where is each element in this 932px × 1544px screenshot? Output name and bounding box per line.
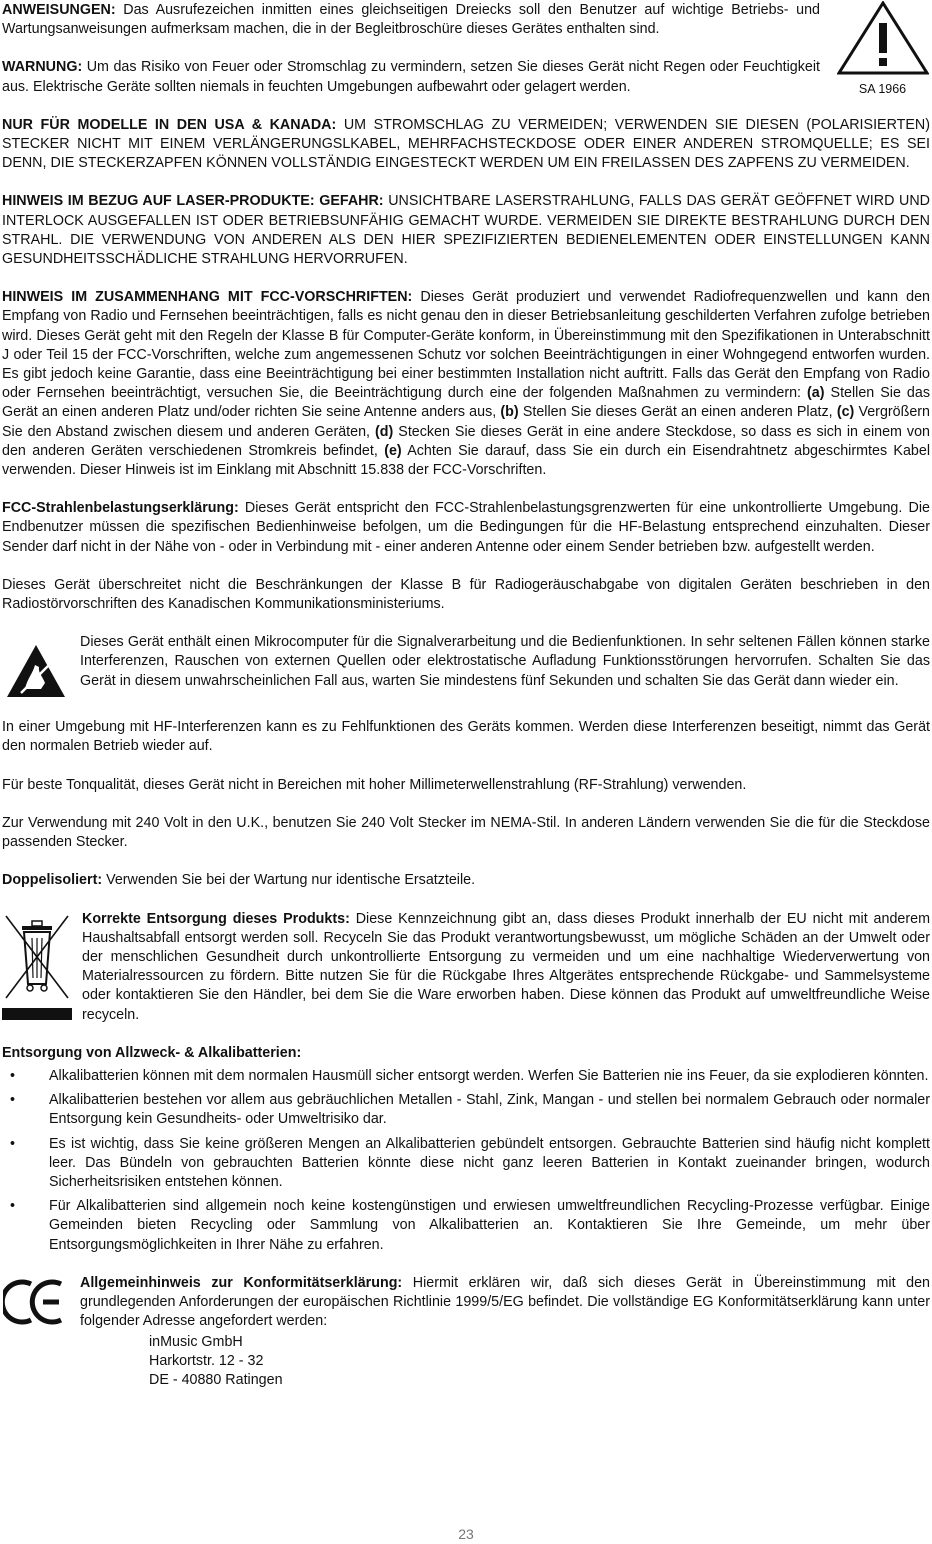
esd-text: Dieses Gerät enthält einen Mikrocomputer für die Signalverarbeitung und die Bedienfunktionen. In sehr seltenen Fällen können starke Interferenzen, Rauschen von externen Quellen oder elektrostatische Aufladung Funktionsstörungen hervorrufen. Schalten Sie das Gerät in diesem unwahrscheinlichen Fall aus, warten Sie mindestens fünf Sekunden und schalten Sie das Gerät dann wieder ein. [80, 634, 930, 689]
list-item [2, 1135, 930, 1193]
fcc-d-text: Stecken Sie dieses Gerät in eine andere Steckdose, so dass es sich in einem von den anderen Geräten verschiedenen Stromkreis befindet, [2, 423, 930, 459]
fcc-strahlen-paragraph [2, 499, 930, 557]
bullet-icon: • [10, 1135, 16, 1152]
page-number: 23 [458, 1526, 474, 1542]
ce-icon-box [2, 1274, 70, 1332]
list-item [2, 1067, 930, 1086]
entsorgung-title: Korrekte Entsorgung dieses Produkts: [82, 910, 350, 927]
address-block [149, 1333, 930, 1390]
address-line: DE - 40880 Ratingen [149, 1372, 283, 1389]
fcc-c-label: (c) [836, 404, 855, 421]
fcc-strahlen-title: FCC-Strahlenbelastungserklärung: [2, 500, 239, 517]
fcc-a-label: (a) [807, 385, 825, 402]
doppel-text: Verwenden Sie bei der Wartung nur identische Ersatzteile. [106, 872, 476, 889]
usa-kanada-title: NUR FÜR MODELLE IN DEN USA & KANADA: [2, 116, 337, 133]
doppel-paragraph [2, 871, 930, 890]
warnung-text: Um das Risiko von Feuer oder Stromschlag zu vermindern, setzen Sie dieses Gerät nicht Regen oder Feuchtigkeit aus. Elektrische Geräte sollten niemals in feuchten Umgebungen aufbewahrt oder gelagert werden. [2, 59, 820, 95]
konformitaet-title: Allgemeinhinweis zur Konformitätserklärung: [80, 1274, 403, 1291]
klasse-b-paragraph: Dieses Gerät überschreitet nicht die Beschränkungen der Klasse B für Radiogeräuschabgabe von digitalen Geräten beschrieben in den Radiostörvorschriften des Kanadischen Kommunikationsministeriums. [2, 576, 930, 613]
fcc-e-label: (e) [384, 442, 402, 459]
fcc-text: Dieses Gerät produziert und verwendet Radiofrequenzwellen und kann den Empfang von Radio und Fernsehen beeinträchtigen, falls es nicht genau den in dieser Betriebsanleitung geschilderten Verfahren zufolge betrieben wird. Dieses Gerät geht mit den Regeln der Klasse B für Computer-Geräte konform, in Übereinstimmung mit den Spezifikationen in Unterabschnitt J oder Teil 15 der FCC-Vorschriften, welche zum angemessenen Schutz vor solchen Beeinträchtigungen in einer Wohngegend entworfen wurden. Es gibt jedoch keine Garantie, dass eine Beeinträchtigung bei einer bestimmten Installation nicht auftritt. Falls das Gerät den Empfang von Radio oder Fernsehen beeinträchtigt, versuchen Sie, die Beeinträchtigung durch eine der folgenden Maßnahmen zu vermindern: [2, 289, 930, 402]
bullet-icon: • [10, 1092, 16, 1109]
warning-section [2, 1, 930, 97]
list-item [2, 1197, 930, 1255]
laser-paragraph [2, 192, 930, 269]
usa-kanada-paragraph [2, 116, 930, 174]
anweisungen-text: Das Ausrufezeichen inmitten eines gleichseitigen Dreiecks soll den Benutzer auf wichtige Betriebs- und Wartungsanweisungen aufmerksam machen, die in der Begleitbroschüre dieses Gerätes enthalten sind. [2, 2, 820, 38]
list-item-text: Es ist wichtig, dass Sie keine größeren Mengen an Alkalibatterien gebündelt entsorgen. Gebrauchte Batterien sind häufig nicht komplett leer. Das Bündeln von gebrauchten Batterien könnte diese nicht ganz leeren Batterien in Kontakt zueinander bringen, wodurch Sicherheitsrisiken entstehen können. [49, 1135, 930, 1190]
volt-paragraph: Zur Verwendung mit 240 Volt in den U.K., benutzen Sie 240 Volt Stecker im NEMA-Stil. In anderen Ländern verwenden Sie die für die Steckdose passenden Stecker. [2, 814, 930, 851]
sa-label: SA 1966 [858, 82, 907, 97]
laser-text: UNSICHTBARE LASERSTRAHLUNG, FALLS DAS GERÄT GEÖFFNET WIRD UND INTERLOCK AUSGEFALLEN IST ODER BETRIEBSUNFÄHIG GEMACHT WURDE. VERMEIDEN SIE DIREKTE BESTRAHLUNG DURCH DEN STRAHL. DIE VERWENDUNG VON ANDEREN ALS DEN HIER SPEZIFIZIERTEN BEDIENELEMENTEN ODER EINSTELLUNGEN KANN GESUNDHEITSSCHÄDLICHE STRAHLUNG HERVORRUFEN. [2, 193, 930, 268]
warning-triangle-icon [837, 1, 929, 77]
crossed-bin-icon [2, 912, 72, 1024]
hf-paragraph: In einer Umgebung mit HF-Interferenzen kann es zu Fehlfunktionen des Geräts kommen. Werden diese Interferenzen beseitigt, nimmt das Gerät den normalen Betrieb wieder auf. [2, 719, 930, 755]
warning-symbol [835, 1, 930, 99]
address-line: Harkortstr. 12 - 32 [149, 1353, 264, 1370]
fcc-paragraph [2, 288, 930, 480]
usa-kanada-text: UM STROMSCHLAG ZU VERMEIDEN; VERWENDEN SIE DIESEN (POLARISIERTEN) STECKER NICHT MIT EINEM VERLÄNGERUNGSLKABEL, MEHRFACHSTECKDOSE ODER EINER ANDEREN STROMQUELLE; ES SEI DENN, DIE STECKERZAPFEN KÖNNEN VOLLSTÄNDIG EINGESTECKT WERDEN UM EIN FREILASSEN DES ZAPFENS ZU VERMEIDEN. [2, 116, 930, 172]
esd-icon-box [2, 633, 70, 699]
batterien-title: Entsorgung von Allzweck- & Alkalibatterien: [2, 1044, 302, 1061]
fcc-b-text: Stellen Sie dieses Gerät an einen anderen Platz, [522, 404, 833, 421]
list-item-text: Alkalibatterien bestehen vor allem aus gebräuchlichen Metallen - Stahl, Zink, Mangan - und stellen bei normalem Gebrauch oder normaler Entsorgung kein Gesundheits- oder Umweltrisiko dar. [49, 1092, 930, 1128]
fcc-a-text: Stellen Sie das Gerät an einen anderen Platz und/oder richten Sie seine Antenne anders aus, [2, 385, 930, 421]
entsorgung-paragraph [82, 910, 930, 1025]
entsorgung-section [2, 910, 930, 1025]
fcc-d-label: (d) [375, 423, 394, 440]
konformitaet-paragraph [80, 1274, 930, 1332]
fcc-strahlen-text: Dieses Gerät entspricht den FCC-Strahlenbelastungsgrenzwerten für eine unkontrollierte Umgebung. Die Endbenutzer müssen die spezifischen Bedienhinweise befolgen, um die Bedingungen für die HF-Belastung entsprechend einzuhalten. Dieser Sender darf nicht in der Nähe von - oder in Verbindung mit - einer anderen Antenne oder einem Sender betrieben bzw. aufgestellt werden. [2, 500, 930, 555]
bullet-icon: • [10, 1067, 16, 1084]
batterien-heading [2, 1044, 930, 1063]
bullet-icon: • [10, 1198, 16, 1215]
laser-title: HINWEIS IM BEZUG AUF LASER-PRODUKTE: GEFAHR: [2, 193, 384, 210]
konformitaet-section [2, 1274, 930, 1332]
entsorgung-text: Diese Kennzeichnung gibt an, dass dieses Produkt innerhalb der EU nicht mit anderem Haushaltsabfall entsorgt werden soll. Recyceln Sie das Produkt verantwortungsbewusst, um mögliche Schäden an der Umwelt oder der menschlichen Gesundheit durch unkontrollierte Entsorgung zu vermeiden und um eine nachhaltige Wiederverwertung von Materialressourcen zu fördern. Bitte nutzen Sie für die Rückgabe Ihres Altgerätes entsprechende Rückgabe- und Sammelsysteme oder kontaktieren Sie den Händler, bei dem Sie die Ware erworben haben. Diese können das Produkt auf umweltfreundliche Weise recyceln. [82, 910, 930, 1023]
anweisungen-title: ANWEISUNGEN: [2, 2, 116, 18]
warnung-paragraph [2, 58, 820, 96]
esd-section [2, 633, 930, 699]
list-item-text: Für Alkalibatterien sind allgemein noch keine kostengünstigen und erwiesen umweltfreundlichen Recycling-Prozesse verfügbar. Einige Gemeinden bieten Recycling oder Sammlung von Alkalibatterien an. Kontaktieren Sie Ihre Gemeinde, um mehr über Entsorgungsmöglichkeiten in Ihrer Nähe zu erfahren. [49, 1198, 930, 1253]
list-item-text: Alkalibatterien können mit dem normalen Hausmüll sicher entsorgt werden. Werfen Sie Batterien nie ins Feuer, da sie explodieren könnten. [49, 1067, 929, 1084]
batterien-list [2, 1067, 930, 1255]
fcc-b-label: (b) [500, 404, 519, 421]
konformitaet-text: Hiermit erklären wir, daß sich dieses Gerät in Übereinstimmung mit den grundlegenden Anforderungen der europäischen Richtlinie 1999/5/EG befindet. Die vollständige EG Konformitätserklärung kann unter folgender Adresse angefordert werden: [80, 1274, 930, 1330]
fcc-c-text: Vergrößern Sie den Abstand zwischen diesem und anderen Geräten, [2, 404, 931, 440]
doppel-title: Doppelisoliert: [2, 872, 103, 889]
tonqualitaet-paragraph: Für beste Tonqualität, dieses Gerät nicht in Bereichen mit hoher Millimeterwellenstrahlung (RF-Strahlung) verwenden. [2, 776, 747, 793]
anweisungen-paragraph [2, 1, 820, 39]
ce-mark-icon [3, 1278, 69, 1326]
bin-icon-box [2, 910, 72, 1025]
esd-warning-icon [5, 643, 67, 699]
fcc-e-text: Achten Sie darauf, dass Sie ein durch ein Eisendrahtnetz abgeschirmtes Kabel verwenden. Dieser Hinweis ist im Einklang mit Abschnitt 15.838 der FCC-Vorschriften. [2, 442, 931, 479]
address-line: inMusic GmbH [149, 1334, 243, 1351]
fcc-title: HINWEIS IM ZUSAMMENHANG MIT FCC-VORSCHRIFTEN: [2, 289, 413, 306]
list-item [2, 1091, 930, 1129]
warnung-title: WARNUNG: [2, 59, 83, 76]
